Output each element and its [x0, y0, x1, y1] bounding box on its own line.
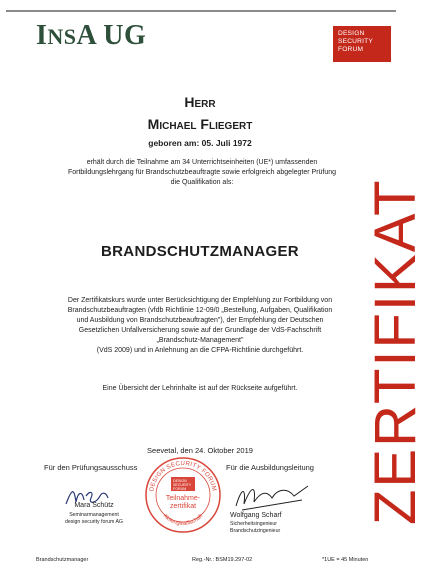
right-signature-label: Für die Ausbildungsleitung — [226, 463, 314, 472]
top-rule — [6, 10, 396, 12]
badge-line-3: FORUM — [338, 46, 364, 53]
badge-line-1: DESIGN — [338, 30, 365, 37]
description-text — [40, 296, 360, 356]
recipient-name: Michael Fliegert — [147, 116, 253, 132]
right-signer-title-line: Brandschutzingenieur — [230, 528, 281, 534]
participation-stamp-icon — [143, 455, 223, 535]
description-line: und Ausbildung von Brandschutzbeauftragten"), der Empfehlung der Deutschen — [76, 317, 324, 324]
description-line: Gesetzlichen Unfallversicherung sowie auf der Grundlage der VdS-Fachschrift — [78, 327, 322, 334]
place-date: Seevetal, den 24. Oktober 2019 — [147, 446, 253, 455]
recipient-salutation: Herr — [184, 94, 216, 110]
zertifikat-vertical-title: ZERTIFIKAT — [363, 178, 428, 525]
intro-line: erhält durch die Teilnahme am 34 Unterrichtseinheiten (UE*) umfassenden — [86, 159, 318, 166]
stamp-arc-bottom: Aktiengesellschaft — [161, 513, 205, 528]
qualification-title: BRANDSCHUTZMANAGER — [101, 243, 299, 260]
left-signer-title — [38, 512, 150, 526]
stamp-box-line: SECURITY — [173, 483, 192, 487]
stamp-arc-top: DESIGN SECURITY FORUM — [149, 460, 217, 492]
design-security-forum-badge — [333, 26, 391, 62]
description-line: Der Zertifikatskurs wurde unter Berücksichtigung der Empfehlung zur Fortbildung von — [67, 297, 333, 304]
stamp-box-line: DESIGN — [173, 479, 187, 483]
right-signer-name: Wolfgang Scharf — [230, 512, 282, 519]
left-signer-name: Mara Schütz — [74, 502, 114, 509]
stamp-box-line: FORUM — [173, 487, 187, 491]
stamp-line-1: Teilnahme- — [165, 495, 201, 502]
right-signature-icon — [232, 476, 312, 516]
intro-text — [60, 158, 344, 188]
left-signature-label: Für den Prüfungsausschuss — [44, 463, 138, 472]
left-signer-title-line: design security forum AG — [65, 519, 123, 525]
insa-ug-logo: INSA UG — [36, 20, 147, 51]
description-line: „Brandschutz-Management" — [156, 337, 244, 344]
footer-reg-number: Reg.-Nr.: BSM19.297-02 — [192, 557, 253, 563]
svg-text:Aktiengesellschaft — [162, 513, 205, 527]
badge-line-2: SECURITY — [338, 38, 373, 45]
left-signer-title-line: Seminarmanagement — [69, 512, 119, 518]
stamp-line-2: zertifikat — [169, 503, 197, 510]
intro-line: die Qualifikation als: — [170, 179, 234, 186]
description-line: Brandschutzbeauftragten (vfdb Richtlinie 12-09/0 „Bestellung, Aufgaben, Qualifikation — [67, 307, 333, 314]
recipient-dob: geboren am: 05. Juli 1972 — [148, 138, 252, 148]
footer-ue-note: *1UE = 45 Minuten — [322, 557, 369, 563]
description-line: (VdS 2009) und in Anlehnung an die CFPA-Richtlinie durchgeführt. — [96, 347, 304, 354]
footer-course: Brandschutzmanager — [36, 557, 89, 563]
overview-note: Eine Übersicht der Lehrinhalte ist auf der Rückseite aufgeführt. — [102, 385, 298, 392]
right-signer-title-line: Sicherheitsingenieur — [230, 521, 278, 527]
intro-line: Fortbildungslehrgang für Brandschutzbeauftragte sowie erfolgreich abgelegter Prüfung — [67, 169, 337, 176]
right-signer-title — [230, 521, 280, 535]
